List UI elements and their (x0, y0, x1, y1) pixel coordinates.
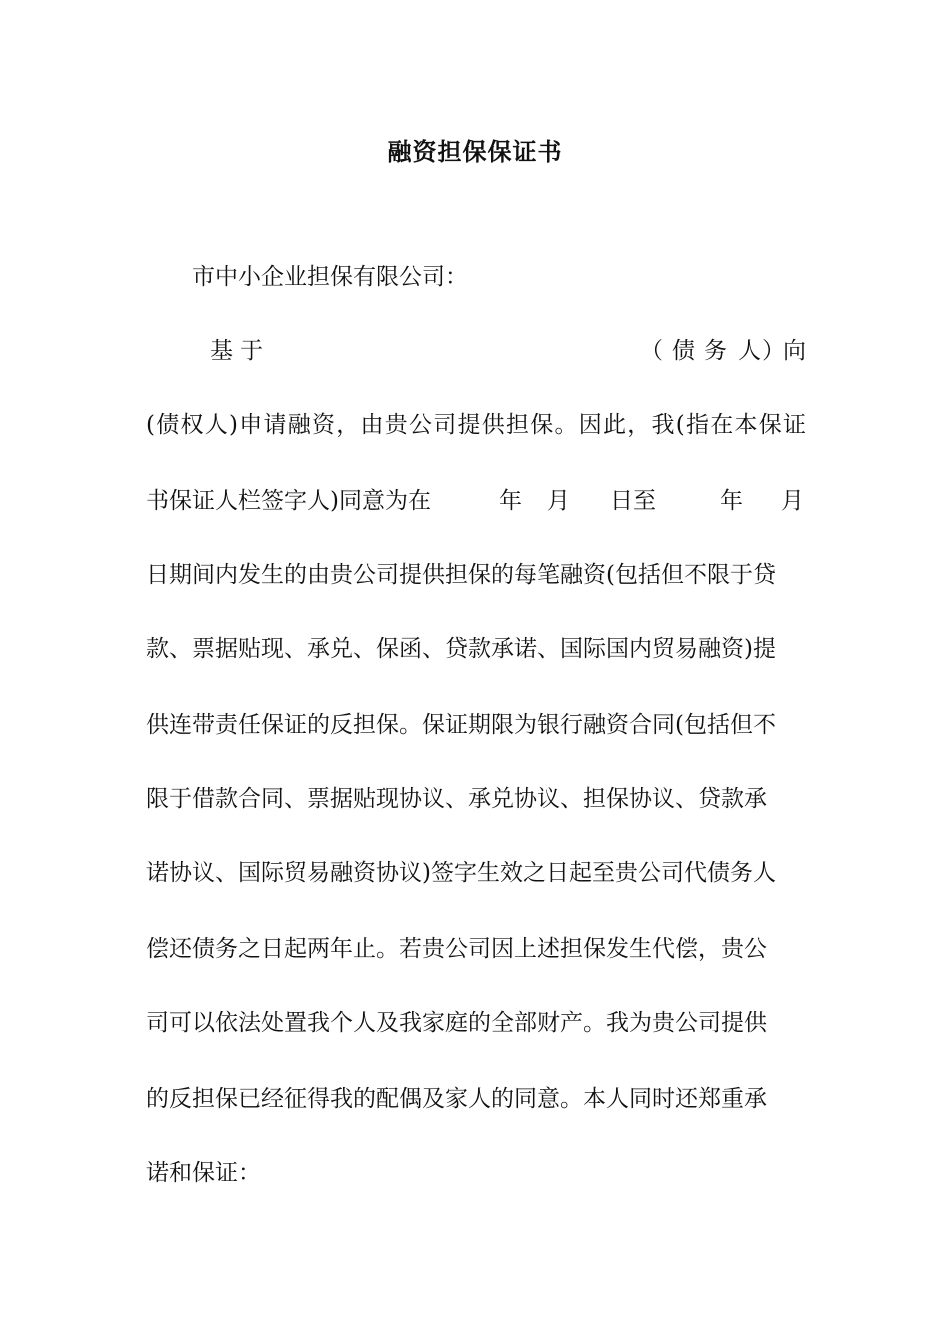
line2-char: ， (336, 412, 360, 438)
line2-char: ( (675, 412, 685, 438)
line2-char: 提 (457, 412, 481, 438)
line2-char: 指 (685, 412, 709, 438)
line1-char: 向 (783, 338, 806, 364)
line2-char: 融 (287, 412, 311, 438)
paragraph-line-12: 诺和保证： (146, 1160, 261, 1186)
line1-char: 债 (672, 338, 695, 364)
line2-char: 贵 (384, 412, 408, 438)
line1-char: 基 (210, 338, 233, 364)
line2-char: 在 (710, 412, 734, 438)
line2-char: 公 (408, 412, 432, 438)
paragraph-line-4: 日期间内发生的由贵公司提供担保的每笔融资(包括但不限于贷 (146, 562, 776, 588)
line2-char: 资 (311, 412, 335, 438)
line2-char: 担 (505, 412, 529, 438)
line2-char: ( (146, 412, 155, 438)
paragraph-line-5: 款、票据贴现、承兑、保函、贷款承诺、国际国内贸易融资)提 (146, 636, 776, 662)
line3-text: 书保证人栏签字人)同意为在 (146, 488, 431, 514)
line2-char: ， (627, 412, 651, 438)
line1-char: ） (762, 338, 785, 364)
line3-year-2: 年 (720, 488, 743, 514)
line2-char: 。 (554, 412, 578, 438)
line1-char: 务 (704, 338, 727, 364)
line3-year-1: 年 (499, 488, 522, 514)
paragraph-line-8: 诺协议、国际贸易融资协议)签字生效之日起至贵公司代债务人 (146, 860, 776, 886)
line1-char: 人 (738, 338, 761, 364)
line1-char: （ (640, 338, 663, 364)
line2-char: 保 (530, 412, 554, 438)
line2-char: 我 (651, 412, 675, 438)
line2-char: 司 (433, 412, 457, 438)
line2-char: 申 (239, 412, 263, 438)
line2-char: 债 (156, 412, 180, 438)
paragraph-line-9: 偿还债务之日起两年止。若贵公司因上述担保发生代偿，贵公 (146, 936, 767, 962)
paragraph-line-2 (146, 410, 806, 440)
paragraph-line-10: 司可以依法处置我个人及我家庭的全部财产。我为贵公司提供 (146, 1010, 767, 1036)
salutation: 市中小企业担保有限公司： (192, 264, 468, 290)
line3-day-to: 日至 (610, 488, 656, 514)
line3-month-1: 月 (547, 488, 570, 514)
paragraph-line-3 (146, 486, 806, 516)
paragraph-line-6: 供连带责任保证的反担保。保证期限为银行融资合同(包括但不 (146, 712, 776, 738)
line2-char: 保 (758, 412, 782, 438)
line2-char: 证 (782, 412, 806, 438)
line1-char: 于 (240, 338, 263, 364)
line2-char: 权 (180, 412, 204, 438)
line2-char: 本 (734, 412, 758, 438)
line2-char: 因 (578, 412, 602, 438)
line3-month-2: 月 (781, 488, 804, 514)
paragraph-line-11: 的反担保已经征得我的配偶及家人的同意。本人同时还郑重承 (146, 1086, 767, 1112)
paragraph-line-1 (146, 336, 806, 366)
line2-char: 请 (263, 412, 287, 438)
paragraph-line-7: 限于借款合同、票据贴现协议、承兑协议、担保协议、贷款承 (146, 786, 767, 812)
document-title: 融资担保保证书 (387, 137, 563, 166)
line2-char: ) (228, 412, 238, 438)
line2-char: 供 (481, 412, 505, 438)
line2-char: 此 (602, 412, 626, 438)
line2-char: 人 (204, 412, 228, 438)
line2-char: 由 (360, 412, 384, 438)
